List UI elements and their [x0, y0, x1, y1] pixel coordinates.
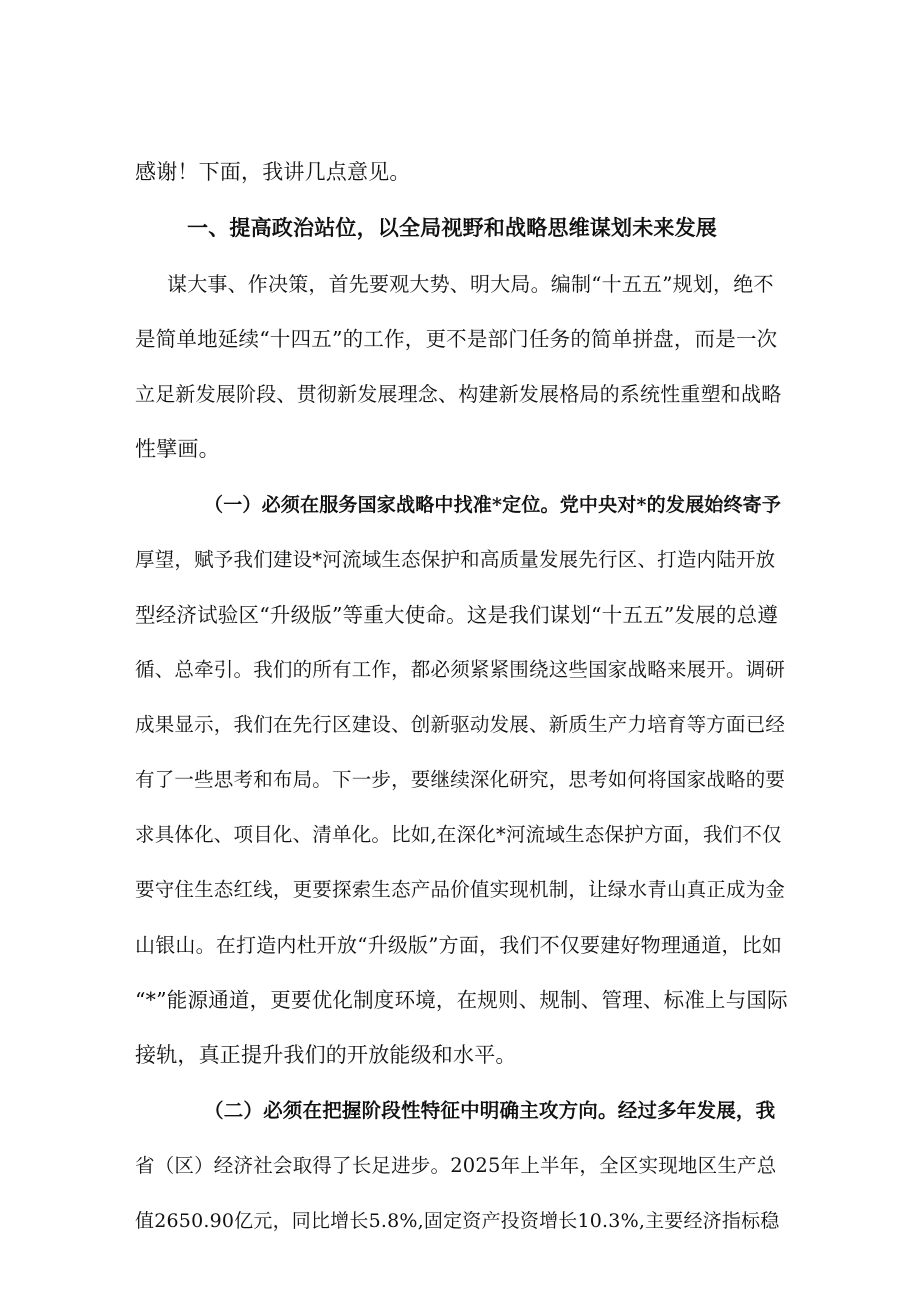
text-line: 感谢！下面，我讲几点意见。 — [135, 160, 411, 184]
text-line: 求具体化、项目化、清单化。比如,在深化*河流域生态保护方面，我们不仅 — [135, 823, 782, 846]
text-line: “*”能源通道，更要优化制度环境，在规则、规制、管理、标准上与国际 — [135, 988, 788, 1012]
text-line: 立足新发展阶段、贯彻新发展理念、构建新发展格局的系统性重塑和战略 — [135, 382, 782, 406]
text-line: 循、总牵引。我们的所有工作，都必须紧紧围绕这些国家战略来展开。调研 — [135, 658, 786, 681]
text-line: 型经济试验区“升级版”等重大使命。这是我们谋划“十五五”发展的总遵 — [135, 603, 779, 627]
text-line: 有了一些思考和布局。下一步，要继续深化研究，思考如何将国家战略的要 — [135, 768, 786, 791]
text-line: 成果显示，我们在先行区建设、创新驱动发展、新质生产力培育等方面已经 — [135, 713, 786, 736]
subsection-heading: （二）必须在把握阶段性特征中明确主攻方向。经过多年发展，我 — [204, 1099, 776, 1122]
text-line: 厚望，赋予我们建设*河流域生态保护和高质量发展先行区、打造内陆开放 — [135, 548, 776, 571]
text-line: 接轨，真正提升我们的开放能级和水平。 — [135, 1043, 517, 1067]
text-line: 谋大事、作决策，首先要观大势、明大局。编制“十五五”规划，绝不 — [167, 272, 774, 296]
text-line: 要守住生态红线，更要探索生态产品价值实现机制，让绿水青山真正成为金 — [135, 878, 786, 901]
subsection-heading: （一）必须在服务国家战略中找准*定位。党中央对*的发展始终寄予 — [204, 494, 782, 516]
text-line: 值2650.90亿元，同比增长5.8%,固定资产投资增长10.3%,主要经济指标稳 — [135, 1210, 780, 1232]
section-heading: 一、提高政治站位，以全局视野和战略思维谋划未来发展 — [187, 215, 717, 240]
text-line: 是简单地延续“十四五”的工作，更不是部门任务的简单拼盘，而是一次 — [135, 327, 778, 351]
text-line: 省（区）经济社会取得了长足进步。2025年上半年，全区实现地区生产总 — [135, 1154, 777, 1177]
text-line: 性擘画。 — [135, 437, 220, 461]
text-line: 山银山。在打造内杜开放“升级版”方面，我们不仅要建好物理通道，比如 — [135, 933, 783, 957]
